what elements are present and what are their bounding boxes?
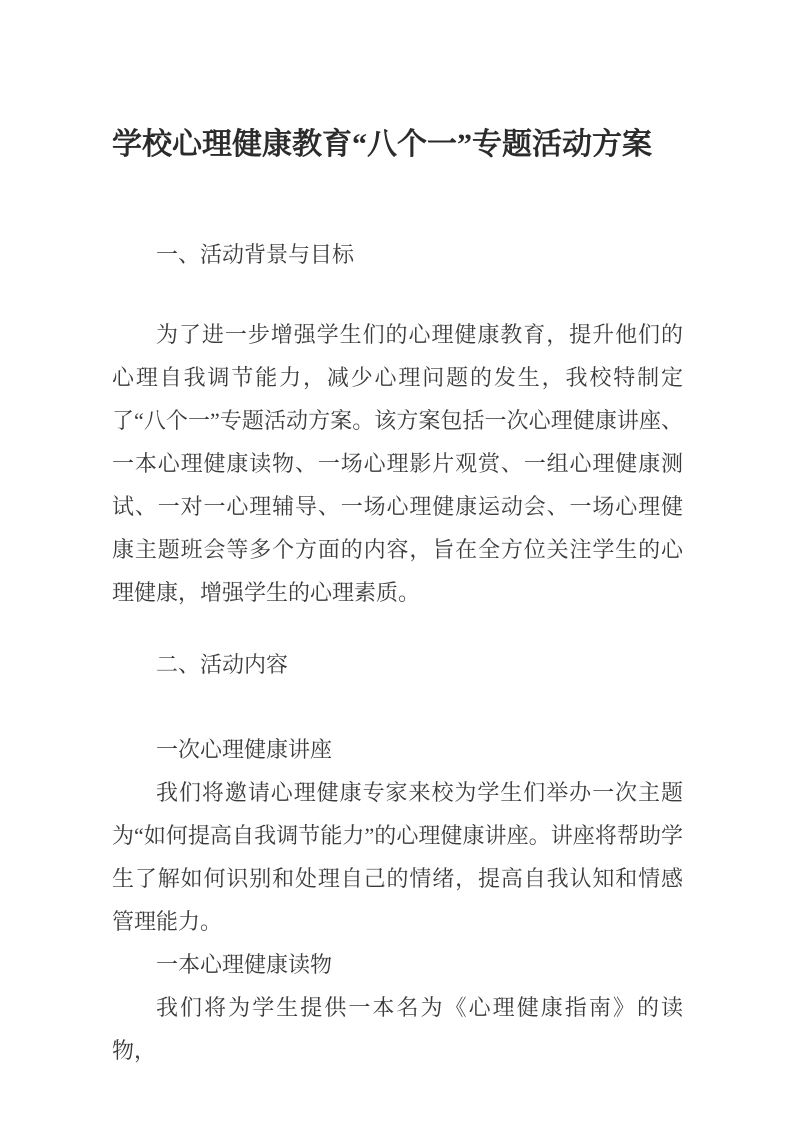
doc-subheading: 一次心理健康讲座 — [156, 737, 333, 762]
doc-subheading: 一本心理健康读物 — [156, 952, 333, 977]
doc-paragraph: 我们将邀请心理健康专家来校为学生们举办一次主题为“如何提高自我调节能力”的心理健康讲座。讲座将帮助学生了解如何识别和处理自己的情绪，提高自我认知和情感管理能力。 — [112, 780, 683, 934]
doc-paragraph: 我们将为学生提供一本名为《心理健康指南》的读物， — [112, 995, 683, 1063]
document-title: 学校心理健康教育“八个一”专题活动方案 — [112, 128, 652, 161]
doc-heading: 一、活动背景与目标 — [156, 242, 355, 267]
doc-heading: 二、活动内容 — [156, 652, 289, 677]
doc-paragraph: 为了进一步增强学生们的心理健康教育，提升他们的心理自我调节能力，减少心理问题的发生，我校特制定了“八个一”专题活动方案。该方案包括一次心理健康讲座、一本心理健康读物、一场心理影片观赏、一组心理健康测试、一对一心理辅导、一场心理健康运动会、一场心理健康主题班会等多个方面的内容，旨在全方位关注学生的心理健康，增强学生的心理素质。 — [112, 322, 683, 605]
document-body — [112, 233, 683, 1072]
